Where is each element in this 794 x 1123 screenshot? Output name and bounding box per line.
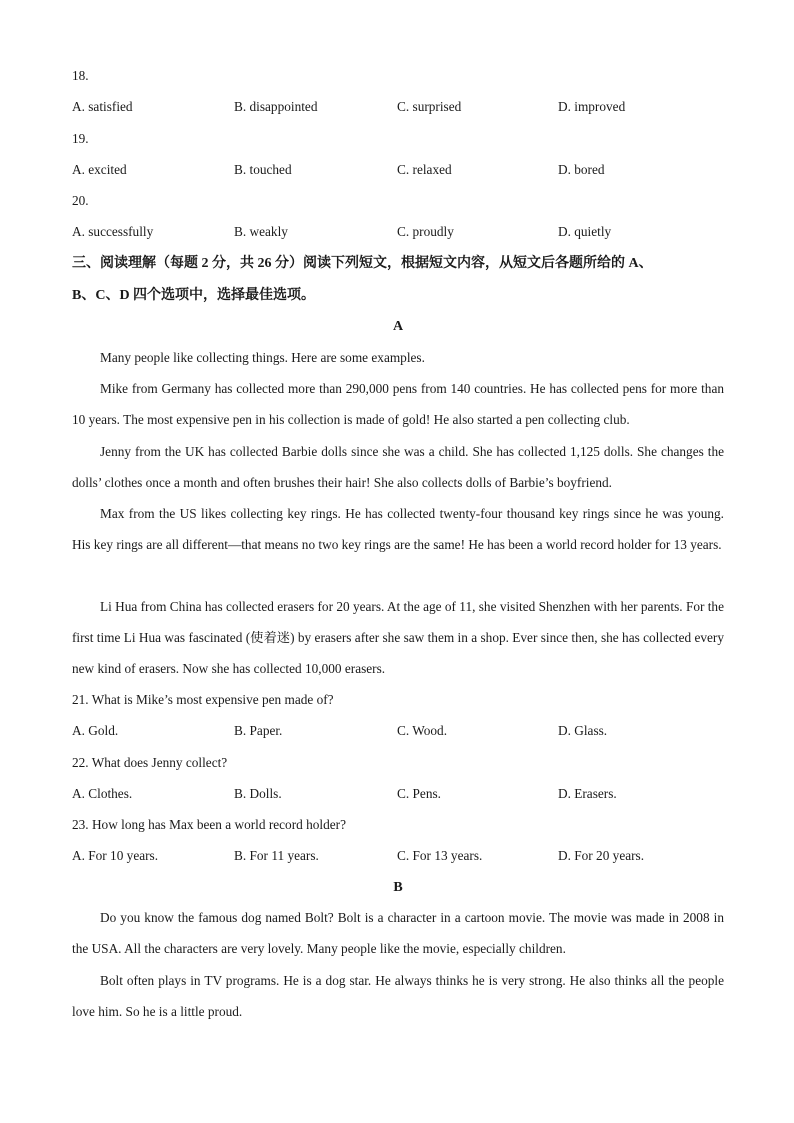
- option-d: D. bored: [558, 162, 605, 177]
- option-b: B. Paper.: [234, 723, 283, 738]
- option-d: D. improved: [558, 99, 626, 114]
- passage-a-paragraph-2: Mike from Germany has collected more than 290,000 pens from 140 countries. He has collected pens for more than 10 years. The most expensive pen in his collection is made of gold! He also started a pen collecting club.: [72, 381, 724, 427]
- question-stem: 22. What does Jenny collect?: [72, 755, 228, 770]
- option-a: A. Clothes.: [72, 786, 133, 801]
- option-row: [72, 784, 724, 804]
- section-heading-line-2: B、C、D 四个选项中，选择最佳选项。: [72, 288, 316, 303]
- option-a: A. successfully: [72, 224, 154, 239]
- question-stem: 21. What is Mike’s most expensive pen made of?: [72, 692, 334, 707]
- option-c: C. Wood.: [397, 723, 448, 738]
- option-b: B. touched: [234, 162, 292, 177]
- question-stem: 23. How long has Max been a world record holder?: [72, 817, 346, 832]
- option-c: C. For 13 years.: [397, 848, 483, 863]
- option-d: D. Erasers.: [558, 786, 617, 801]
- passage-a-paragraph-1: Many people like collecting things. Here are some examples.: [100, 350, 425, 365]
- passage-b-paragraph-1: Do you know the famous dog named Bolt? Bolt is a character in a cartoon movie. The movie was made in 2008 in the USA. All the characters are very lovely. Many people like the movie, especially children.: [72, 910, 724, 956]
- option-b: B. For 11 years.: [234, 848, 319, 863]
- option-b: B. weakly: [234, 224, 288, 239]
- option-b: B. disappointed: [234, 99, 318, 114]
- passage-b-paragraph-2: Bolt often plays in TV programs. He is a dog star. He always thinks he is very strong. He also thinks all the people love him. So he is a little proud.: [72, 973, 724, 1019]
- passage-a-paragraph-3: Jenny from the UK has collected Barbie dolls since she was a child. She has collected 1,125 dolls. She changes the dolls’ clothes once a month and often brushes their hair! She also collects dolls of Barbie’s boyfriend.: [72, 444, 724, 490]
- option-c: C. surprised: [397, 99, 462, 114]
- option-row: [72, 846, 724, 866]
- option-d: D. Glass.: [558, 723, 608, 738]
- option-a: A. excited: [72, 162, 127, 177]
- option-b: B. Dolls.: [234, 786, 282, 801]
- option-row: [72, 160, 724, 180]
- option-c: C. proudly: [397, 224, 454, 239]
- option-c: C. relaxed: [397, 162, 452, 177]
- question-number: 18.: [72, 68, 89, 83]
- option-row: [72, 721, 724, 741]
- option-row: [72, 97, 724, 117]
- question-number: 19.: [72, 131, 89, 146]
- option-d: D. For 20 years.: [558, 848, 645, 863]
- question-number: 20.: [72, 193, 89, 208]
- option-a: A. satisfied: [72, 99, 133, 114]
- option-row: [72, 222, 724, 242]
- passage-a-paragraph-5: Li Hua from China has collected erasers for 20 years. At the age of 11, she visited Shenzhen with her parents. For the first time Li Hua was fascinated (使着迷) by erasers after she saw them in a shop. Ever since then, she has collected every new kind of erasers. Now she has collected 10,000 erasers.: [72, 599, 724, 676]
- option-c: C. Pens.: [397, 786, 441, 801]
- option-a: A. Gold.: [72, 723, 119, 738]
- option-d: D. quietly: [558, 224, 612, 239]
- passage-a-paragraph-4: Max from the US likes collecting key rings. He has collected twenty-four thousand key rings since he was young. His key rings are all different—that means no two key rings are the same! He has been a world record holder for 13 years.: [72, 506, 724, 552]
- passage-a-title: A: [392, 319, 404, 334]
- option-a: A. For 10 years.: [72, 848, 159, 863]
- section-heading-line-1: 三、阅读理解（每题 2 分，共 26 分）阅读下列短文，根据短文内容，从短文后各题所给的 A、: [72, 256, 653, 271]
- passage-b-title: B: [393, 880, 403, 895]
